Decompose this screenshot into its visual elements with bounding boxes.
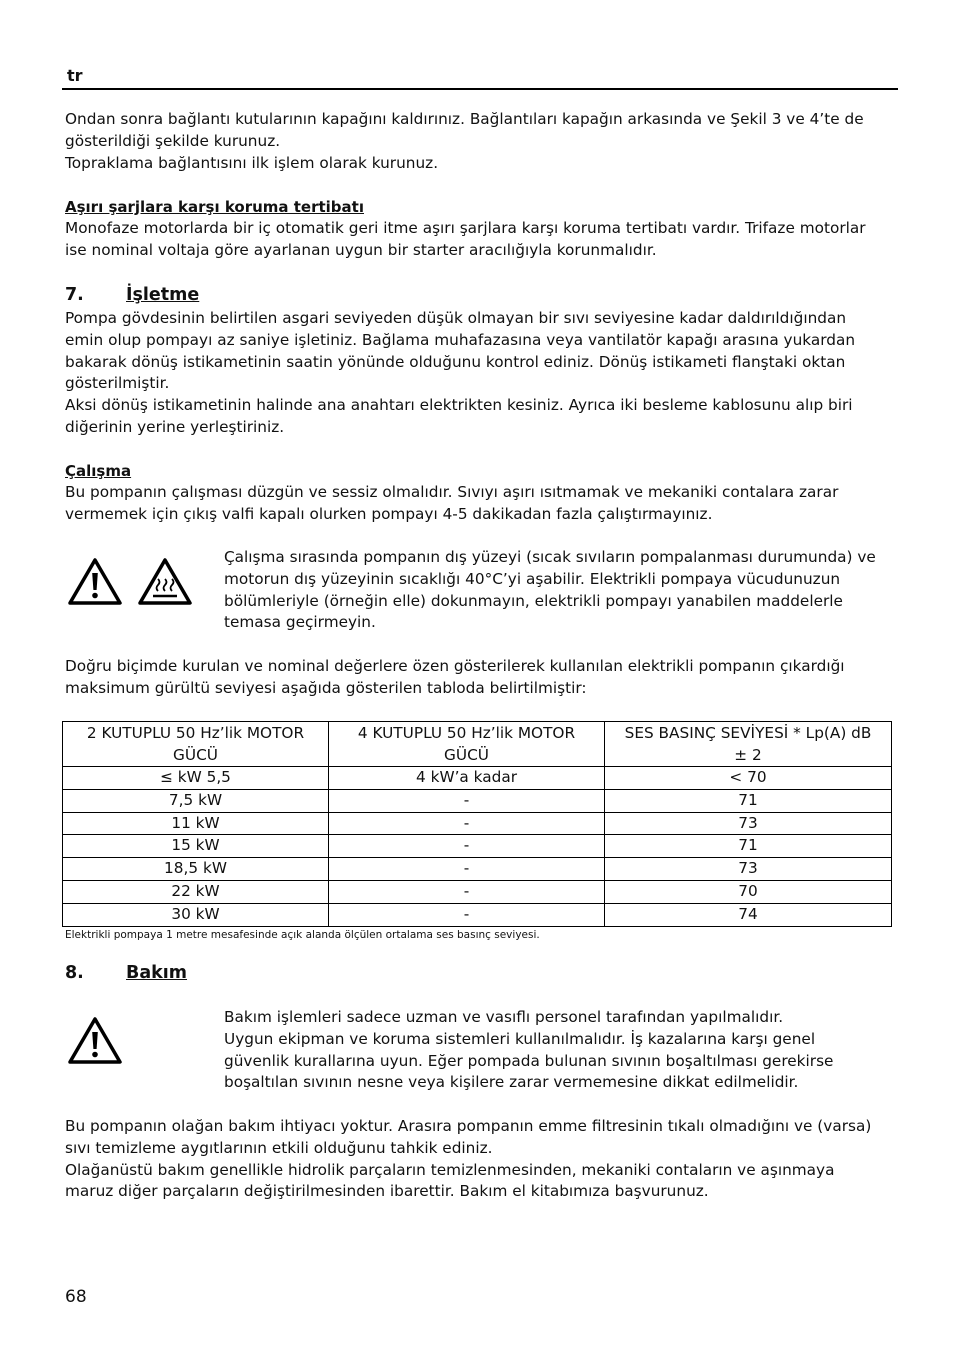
warning-triangle-icon [67, 557, 123, 607]
table-cell: - [329, 858, 605, 881]
text-line: Uygun ekipman ve koruma sistemleri kullanılmalıdır. İş kazalarına karşı genel [224, 1029, 816, 1048]
header-line: 2 KUTUPLU 50 Hz’lik MOTOR [86, 724, 305, 742]
table-cell: - [329, 812, 605, 835]
noise-paragraph [65, 656, 879, 700]
operation-heading: Çalışma [65, 462, 132, 480]
table-cell: 4 kW’a kadar [329, 767, 605, 790]
section-7-paragraph [65, 308, 879, 439]
hot-surface-warning-text [224, 547, 879, 634]
header-line: SES BASINÇ SEVİYESİ * Lp(A) dB [624, 724, 872, 742]
text-line: Topraklama bağlantısını ilk işlem olarak kurunuz. [65, 153, 439, 172]
section-title: İşletme [126, 285, 200, 305]
table-row [63, 903, 892, 926]
text-line: Bu pompanın çalışması düzgün ve sessiz olmalıdır. Sıvıyı aşırı ısıtmamak ve mekaniki contalara zarar [65, 483, 839, 501]
warning-triangle-icon [67, 1016, 123, 1066]
operation-paragraph [65, 482, 879, 526]
table-footnote: Elektrikli pompaya 1 metre mesafesinde açık alanda ölçülen ortalama ses basınç seviyesi. [65, 929, 540, 941]
table-header-row [63, 722, 892, 767]
table-cell: - [329, 903, 605, 926]
intro-paragraph [65, 109, 879, 174]
table-cell: 7,5 kW [63, 789, 329, 812]
hot-surface-icon [137, 557, 193, 607]
table-cell: 30 kW [63, 903, 329, 926]
text-line: Doğru biçimde kurulan ve nominal değerlere özen gösterilerek kullanılan elektrikli pompanın çıkardığı [65, 657, 845, 675]
text-line: Çalışma sırasında pompanın dış yüzeyi (sıcak sıvıların pompalanması durumunda) ve [224, 548, 876, 566]
table-row [63, 835, 892, 858]
table-cell: 71 [605, 789, 892, 812]
table-row [63, 858, 892, 881]
table-row [63, 789, 892, 812]
header-line: GÜCÜ [173, 745, 218, 764]
table-cell: 11 kW [63, 812, 329, 835]
page-number: 68 [65, 1287, 87, 1307]
text-line: Ondan sonra bağlantı kutularının kapağını kaldırınız. Bağlantıları kapağın arkasında ve Şekil 3 ve 4’te de [65, 110, 864, 128]
text-line: temasa geçirmeyin. [224, 613, 376, 632]
header-4-pole-motor [329, 722, 605, 767]
maintenance-warning-text [224, 1007, 879, 1094]
table-cell: ≤ kW 5,5 [63, 767, 329, 790]
section-title: Bakım [126, 963, 188, 983]
table-cell: 70 [605, 880, 892, 903]
section-7-heading [65, 285, 199, 305]
header-2-pole-motor [63, 722, 329, 767]
section-number: 8. [65, 963, 84, 983]
text-line: maruz diğer parçaların değiştirilmesinden ibarettir. Bakım el kitabımıza başvurunuz. [65, 1182, 709, 1201]
text-line: bakarak dönüş istikametinin saatin yönünde olduğunu kontrol ediniz. Dönüş istikameti flanştaki oktan [65, 352, 846, 371]
table-cell: 74 [605, 903, 892, 926]
table-cell: - [329, 835, 605, 858]
text-line: sıvı temizleme aygıtlarının etkili olduğunu tahkik ediniz. [65, 1138, 493, 1157]
table-cell: - [329, 789, 605, 812]
text-line: ise nominal voltaja göre ayarlanan uygun bir starter aracılığıyla korunmalıdır. [65, 240, 657, 259]
header-divider [62, 88, 898, 90]
text-line: gösterildiği şekilde kurunuz. [65, 131, 281, 150]
table-cell: 73 [605, 858, 892, 881]
text-line: Olağanüstü bakım genellikle hidrolik parçaların temizlenmesinden, mekaniki contaların ve aşınmaya [65, 1160, 835, 1179]
header-sound-pressure [605, 722, 892, 767]
section-number: 7. [65, 285, 84, 305]
text-line: Bu pompanın olağan bakım ihtiyacı yoktur. Arasıra pompanın emme filtresinin tıkalı olmadığını ve (varsa) [65, 1117, 872, 1135]
text-line: Bakım işlemleri sadece uzman ve vasıflı personel tarafından yapılmalıdır. [224, 1008, 784, 1026]
section-8-heading [65, 963, 187, 983]
table-cell: 18,5 kW [63, 858, 329, 881]
text-line: motorun dış yüzeyinin sıcaklığı 40°C’yi aşabilir. Elektrikli pompaya vücudunuzun [224, 569, 841, 588]
overload-paragraph [65, 218, 879, 262]
table-cell: - [329, 880, 605, 903]
text-line: vermemek için çıkış valfi kapalı olurken pompayı 4-5 dakikadan fazla çalıştırmayınız. [65, 504, 713, 523]
header-line: 4 KUTUPLU 50 Hz’lik MOTOR [357, 724, 576, 742]
text-line: maksimum gürültü seviyesi aşağıda gösterilen tabloda belirtilmiştir: [65, 678, 587, 697]
text-line: Aksi dönüş istikametinin halinde ana anahtarı elektrikten kesiniz. Ayrıca iki besleme kablosunu alıp biri [65, 396, 853, 415]
table-cell: 15 kW [63, 835, 329, 858]
table-row [63, 767, 892, 790]
noise-level-table [62, 721, 892, 927]
text-line: Monofaze motorlarda bir iç otomatik geri itme aşırı şarjlara karşı koruma tertibatı vardır. Trifaze motorlar [65, 219, 866, 237]
table-cell: 71 [605, 835, 892, 858]
text-line: gösterilmiştir. [65, 374, 170, 393]
text-line: boşaltılan sıvının nesne veya kişilere zarar vermemesine dikkat edilmelidir. [224, 1073, 799, 1092]
text-line: diğerinin yerine yerleştiriniz. [65, 417, 285, 436]
table-cell: 22 kW [63, 880, 329, 903]
text-line: bölümleriyle (örneğin elle) dokunmayın, elektrikli pompayı yanabilen maddelerle [224, 591, 843, 610]
overload-heading: Aşırı şarjlara karşı koruma tertibatı [65, 198, 364, 216]
maintenance-paragraph [65, 1116, 879, 1203]
table-row [63, 880, 892, 903]
text-line: güvenlik kurallarına uyun. Eğer pompada bulunan sıvının boşaltılması gerekirse [224, 1051, 834, 1070]
text-line: Pompa gövdesinin belirtilen asgari seviyeden düşük olmayan bir sıvı seviyesine kadar daldırıldığından [65, 309, 847, 327]
table-cell: 73 [605, 812, 892, 835]
table-row [63, 812, 892, 835]
text-line: emin olup pompayı az saniye işletiniz. Bağlama muhafazasına veya vantilatör kapağı arasına yukardan [65, 330, 856, 349]
header-line: ± 2 [734, 745, 762, 764]
language-code: tr [67, 66, 83, 85]
header-line: GÜCÜ [444, 745, 489, 764]
table-cell: < 70 [605, 767, 892, 790]
